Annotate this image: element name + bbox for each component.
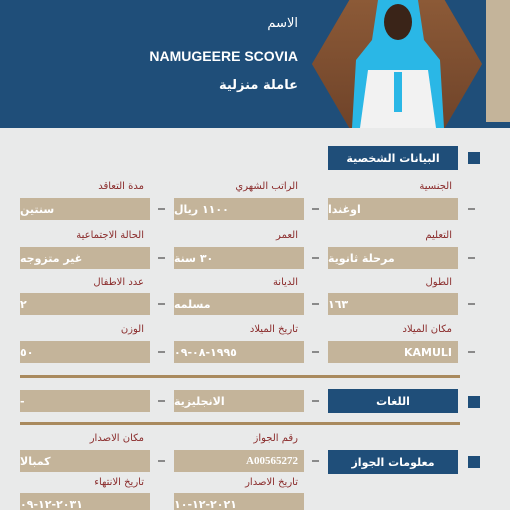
field-value: ١٩٩٥-٠٨-٠٩ — [174, 341, 304, 363]
header-accent-bar — [486, 0, 510, 122]
field-label: العمر — [276, 230, 298, 241]
section-title-languages: اللغات — [328, 389, 458, 413]
field-label: الطول — [425, 277, 452, 288]
field-value: مرحلة ثانوية — [328, 247, 458, 269]
field-label: مكان الميلاد — [402, 324, 452, 335]
field-dash — [312, 257, 319, 259]
field-label: الوزن — [120, 324, 144, 335]
applicant-name: NAMUGEERE SCOVIA — [149, 48, 298, 64]
field-dash — [312, 303, 319, 305]
field-label: الحالة الاجتماعية — [76, 230, 144, 241]
section-divider — [20, 422, 460, 425]
section-bullet — [468, 396, 480, 408]
field-dash — [468, 208, 475, 210]
field-dash — [158, 460, 165, 462]
field-label: الراتب الشهري — [235, 181, 298, 192]
field-value: كمبالا — [20, 450, 150, 472]
field-value: ١١٠٠ ريال — [174, 198, 304, 220]
field-dash — [468, 303, 475, 305]
section-bullet — [468, 152, 480, 164]
field-label: تاريخ الاصدار — [245, 477, 298, 488]
field-label: مكان الاصدار — [89, 433, 144, 444]
section-divider — [20, 375, 460, 378]
field-dash — [312, 400, 319, 402]
field-dash — [158, 400, 165, 402]
person-photo-icon — [348, 0, 448, 128]
field-value: ٥٠ — [20, 341, 150, 363]
language-value: - — [20, 390, 150, 412]
field-value: ٣٠ سنة — [174, 247, 304, 269]
field-label: تاريخ الانتهاء — [94, 477, 144, 488]
section-title-personal: البيانات الشخصية — [328, 146, 458, 170]
field-dash — [158, 303, 165, 305]
field-label: تاريخ الميلاد — [249, 324, 298, 335]
field-dash — [158, 257, 165, 259]
section-bullet — [468, 456, 480, 468]
field-label: عدد الاطفال — [93, 277, 144, 288]
field-label: مدة التعاقد — [98, 181, 144, 192]
field-dash — [312, 351, 319, 353]
field-dash — [158, 351, 165, 353]
language-value: الانجليزية — [174, 390, 304, 412]
field-value: A00565272 — [174, 450, 304, 472]
field-value: اوغندا — [328, 198, 458, 220]
field-value: ٢ — [20, 293, 150, 315]
field-dash — [312, 208, 319, 210]
job-title: عاملة منزلية — [218, 78, 298, 93]
field-label: الجنسية — [419, 181, 452, 192]
field-value: مسلمه — [174, 293, 304, 315]
field-value: ٢٠٣١-١٢-٠٩ — [20, 493, 150, 510]
field-dash — [312, 460, 319, 462]
field-dash — [468, 257, 475, 259]
field-dash — [158, 208, 165, 210]
field-value: سنتين — [20, 198, 150, 220]
field-label: التعليم — [425, 230, 452, 241]
field-label: رقم الجواز — [253, 433, 298, 444]
section-title-passport: معلومات الجواز — [328, 450, 458, 474]
field-value: ٢٠٢١-١٢-١٠ — [174, 493, 304, 510]
field-value: ١٦٣ — [328, 293, 458, 315]
field-dash — [468, 351, 475, 353]
field-value: غير متزوجه — [20, 247, 150, 269]
field-value: KAMULI — [328, 341, 458, 363]
field-label: الديانة — [272, 277, 298, 288]
name-label: الاسم — [267, 16, 298, 31]
